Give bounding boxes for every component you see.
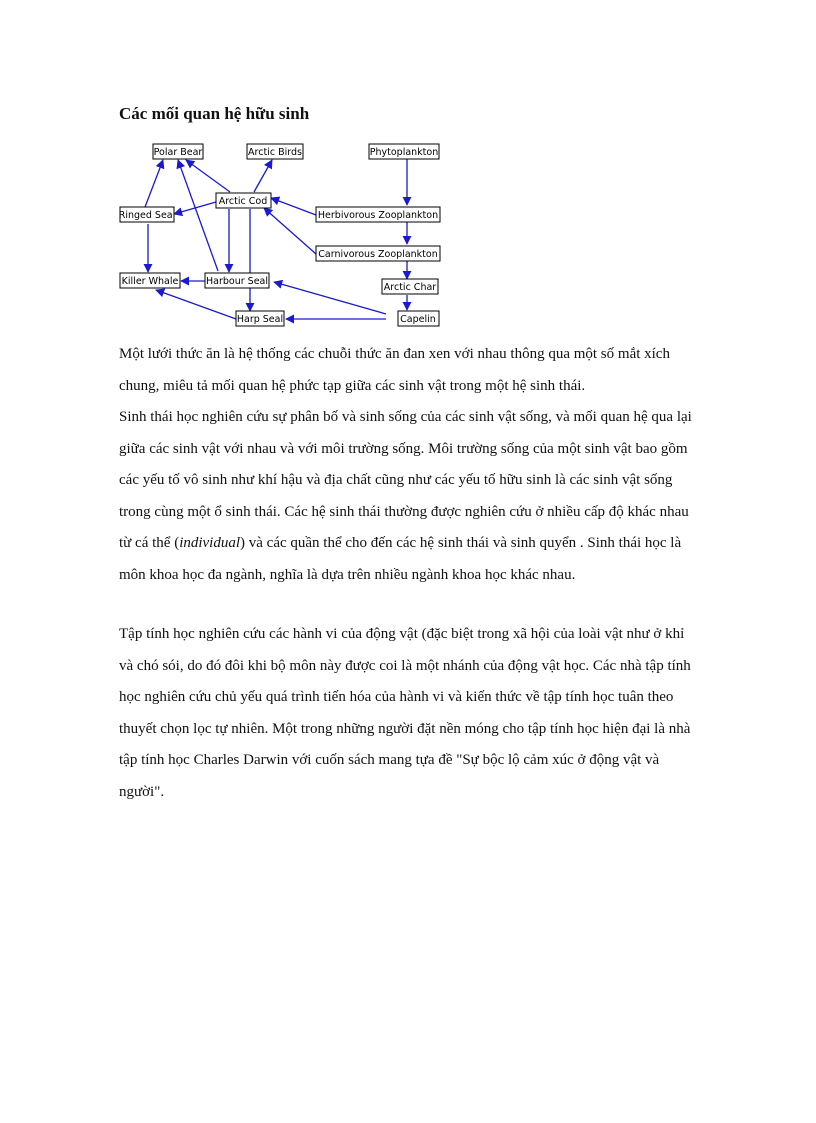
node-phytoplankton	[369, 144, 439, 159]
svg-text:Ringed Seal: Ringed Seal	[118, 210, 176, 221]
svg-text:Harbour Seal: Harbour Seal	[206, 276, 268, 287]
node-killer-whale	[120, 273, 180, 288]
node-arctic-char	[382, 279, 438, 294]
paragraph-ethology: Tập tính học nghiên cứu các hành vi của động vật (đặc biệt trong xã hội của loài vật như ở khỉ và chó sói, do đó đôi khi bộ môn này được coi là một nhánh của động vật học. Các nhà tập tính học nghiên cứu chủ yếu quá trình tiến hóa của hành vi và kiến thức về tập tính học tuân theo thuyết chọn lọc tự nhiên. Một trong những người đặt nền móng cho tập tính học hiện đại là nhà tập tính học Charles Darwin với cuốn sách mang tựa đề "Sự bộc lộ cảm xúc ở động vật và người".	[119, 626, 691, 800]
svg-text:Capelin: Capelin	[400, 314, 436, 325]
svg-text:Arctic Cod: Arctic Cod	[218, 196, 268, 207]
edge-harbour-seal-polar-bear	[178, 160, 218, 271]
food-web-edges	[145, 159, 407, 319]
paragraph-ecology-part2: ) và các quần thể cho đến các hệ sinh thái và sinh quyển . Sinh thái học là môn khoa học đa ngành, nghĩa là dựa trên nhiều ngành khoa học khác nhau.	[119, 535, 682, 583]
node-polar-bear	[153, 144, 203, 159]
term-individual: individual	[179, 535, 241, 551]
svg-text:Polar Bear: Polar Bear	[153, 147, 203, 158]
node-harp-seal	[236, 311, 284, 326]
edge-capelin-harbour-seal	[274, 282, 386, 314]
svg-text:Arctic Char: Arctic Char	[383, 282, 437, 293]
edge-carnivorous-arctic-cod	[264, 208, 316, 254]
svg-text:Herbivorous Zooplankton: Herbivorous Zooplankton	[317, 210, 439, 221]
node-capelin	[398, 311, 439, 326]
svg-text:Carnivorous Zooplankton: Carnivorous Zooplankton	[318, 249, 438, 260]
node-carnivorous-zooplankton	[316, 246, 440, 261]
node-arctic-birds	[247, 144, 303, 159]
node-harbour-seal	[205, 273, 269, 288]
svg-text:Arctic Birds: Arctic Birds	[248, 147, 302, 158]
node-arctic-cod	[216, 193, 271, 208]
edge-ringed-seal-polar-bear	[145, 160, 163, 207]
page-title: Các mối quan hệ hữu sinh	[119, 104, 310, 123]
paragraph-ecology-part1: Sinh thái học nghiên cứu sự phân bố và sinh sống của các sinh vật sống, và mối quan hệ qua lại giữa các sinh vật với nhau và với môi trường sống. Môi trường sống của một sinh vật bao gồm các yếu tố vô sinh như khí hậu và địa chất cũng như các yếu tố hữu sinh là các sinh vật sống trong cùng một ổ sinh thái. Các hệ sinh thái thường được nghiên cứu ở nhiều cấp độ khác nhau từ cá thể (	[119, 409, 692, 551]
paragraph-food-web: Một lưới thức ăn là hệ thống các chuỗi thức ăn đan xen với nhau thông qua một số mắt xích chung, miêu tả mối quan hệ phức tạp giữa các sinh vật trong một hệ sinh thái.	[119, 346, 670, 394]
svg-text:Killer Whale: Killer Whale	[121, 276, 179, 287]
node-herbivorous-zooplankton	[316, 207, 440, 222]
edge-harp-seal-killer-whale	[156, 290, 236, 319]
paragraph-ecology	[119, 402, 699, 591]
node-ringed-seal	[119, 207, 176, 222]
edge-arctic-cod-polar-bear	[186, 160, 230, 192]
edge-herbivorous-arctic-cod	[271, 198, 316, 215]
food-web-diagram	[118, 142, 443, 328]
svg-text:Harp Seal: Harp Seal	[236, 314, 284, 325]
svg-text:Phytoplankton: Phytoplankton	[369, 147, 439, 158]
edge-arctic-cod-arctic-birds	[254, 160, 272, 192]
